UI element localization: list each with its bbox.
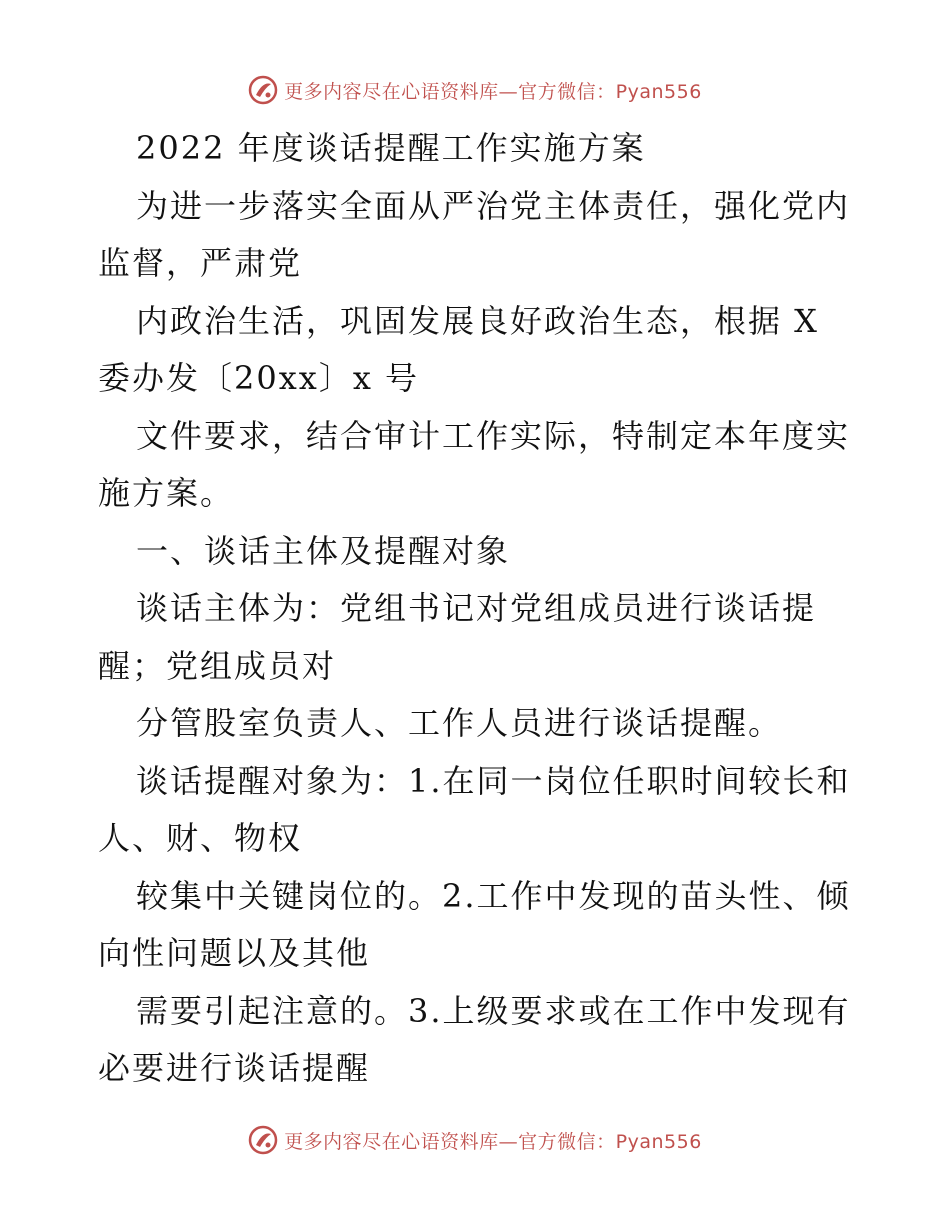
document-title: 2022 年度谈话提醒工作实施方案 — [136, 129, 646, 167]
section-heading: 一、谈话主体及提醒对象 — [136, 531, 511, 570]
paragraph-line: 内政治生活，巩固发展良好政治生态，根据 X — [136, 301, 819, 340]
paragraph-line: 委办发〔20xx〕x 号 — [98, 359, 420, 397]
paragraph-line: 需要引起注意的。3.上级要求或在工作中发现有 — [136, 991, 851, 1030]
document-body — [98, 120, 858, 1098]
paragraph-line: 醒；党组成员对 — [98, 646, 337, 685]
watermark-header — [0, 72, 950, 108]
logo-icon — [248, 75, 278, 105]
paragraph-line: 施方案。 — [98, 474, 235, 512]
paragraph-line: 人、财、物权 — [98, 819, 303, 857]
paragraph-line: 文件要求，结合审计工作实际，特制定本年度实 — [136, 416, 851, 455]
watermark-text: 更多内容尽在心语资料库—官方微信：Pyan556 — [284, 1130, 702, 1153]
watermark-id: Pyan556 — [615, 1130, 702, 1153]
logo-icon — [248, 1125, 278, 1155]
paragraph-line: 较集中关键岗位的。2.工作中发现的苗头性、倾 — [136, 876, 851, 915]
watermark-footer — [0, 1122, 950, 1158]
paragraph-line: 必要进行谈话提醒 — [98, 1049, 371, 1087]
paragraph-line: 谈话主体为：党组书记对党组成员进行谈话提 — [136, 589, 817, 627]
paragraph-line: 谈话提醒对象为：1.在同一岗位任职时间较长和 — [136, 761, 851, 800]
paragraph-line: 分管股室负责人、工作人员进行谈话提醒。 — [136, 704, 783, 742]
paragraph-line: 监督，严肃党 — [98, 244, 303, 282]
watermark-text: 更多内容尽在心语资料库—官方微信：Pyan556 — [284, 80, 702, 103]
paragraph-line: 向性问题以及其他 — [98, 934, 371, 972]
watermark-id: Pyan556 — [615, 80, 702, 103]
paragraph-line: 为进一步落实全面从严治党主体责任，强化党内 — [136, 186, 851, 225]
